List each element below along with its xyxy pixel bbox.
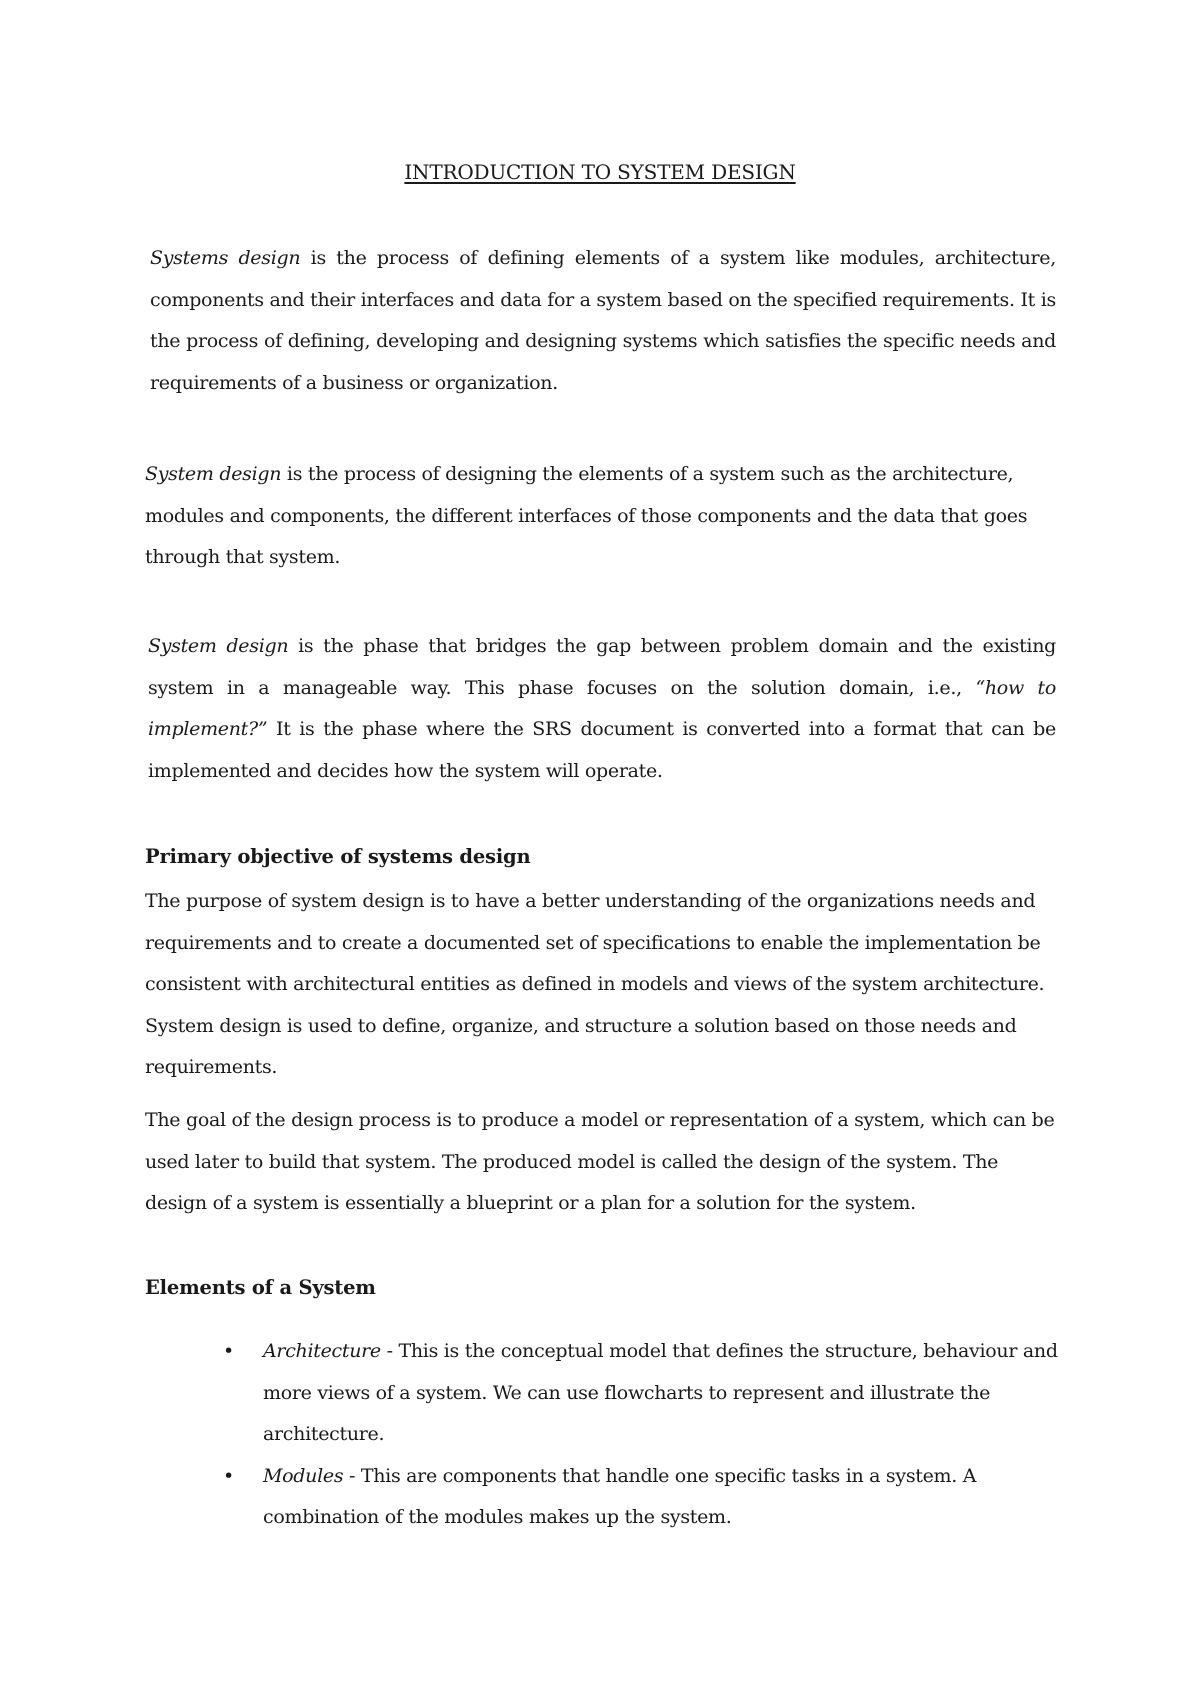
objective-paragraph-1: The purpose of system design is to have a better understanding of the organizations needs and requirements and to create a documented set of specifications to enable the implementation be consistent with architectural entities as defined in models and views of the system architecture. System design is used to define, organize, and structure a solution based on those needs and requirements. bbox=[145, 890, 1045, 1078]
list-item-architecture bbox=[223, 1331, 1063, 1456]
list-item-modules bbox=[223, 1456, 1063, 1539]
intro-paragraph-2-text: is the process of designing the elements of a system such as the architecture, modules and components, the different interfaces of those components and the data that goes through that system. bbox=[145, 463, 1028, 568]
intro-paragraph-3-text-after: It is the phase where the SRS document is converted into a format that can be implemented and decides how the system will operate. bbox=[148, 718, 1056, 782]
quote-how-to-implement: “how to implement?” bbox=[148, 676, 1056, 740]
intro-paragraph-1 bbox=[150, 238, 1056, 404]
elements-list bbox=[223, 1331, 1063, 1539]
intro-paragraph-3 bbox=[148, 626, 1056, 792]
bullet-icon: • bbox=[223, 1340, 234, 1362]
intro-paragraph-1-text: is the process of defining elements of a system like modules, architecture, components and their interfaces and data for a system based on the specified requirements. It is the process of defining, developing and designing systems which satisfies the specific needs and requirements of a business or organization. bbox=[150, 247, 1056, 394]
term-architecture: Architecture bbox=[263, 1340, 381, 1362]
document-title: INTRODUCTION TO SYSTEM DESIGN bbox=[404, 160, 796, 184]
heading-primary-objective: Primary objective of systems design bbox=[145, 845, 531, 868]
modules-description: - This are components that handle one specific tasks in a system. A combination of the modules makes up the system. bbox=[263, 1464, 977, 1528]
heading-elements-of-system: Elements of a System bbox=[145, 1276, 376, 1299]
term-systems-design: Systems design bbox=[150, 247, 301, 269]
objective-paragraph-2: The goal of the design process is to produce a model or representation of a system, which can be used later to build that system. The produced model is called the design of the system. The design of a system is essentially a blueprint or a plan for a solution for the system. bbox=[145, 1109, 1055, 1214]
term-modules: Modules bbox=[263, 1464, 344, 1487]
term-system-design: System design bbox=[145, 463, 282, 485]
intro-paragraph-2 bbox=[145, 454, 1065, 579]
term-system-design-2: System design bbox=[148, 635, 289, 657]
intro-paragraph-3-text-before: is the phase that bridges the gap between problem domain and the existing system in a manageable way. This phase focuses on the solution domain, i.e., bbox=[148, 635, 1056, 699]
bullet-icon: • bbox=[223, 1464, 234, 1487]
architecture-description: - This is the conceptual model that defines the structure, behaviour and more views of a system. We can use flowcharts to represent and illustrate the architecture. bbox=[263, 1340, 1058, 1445]
